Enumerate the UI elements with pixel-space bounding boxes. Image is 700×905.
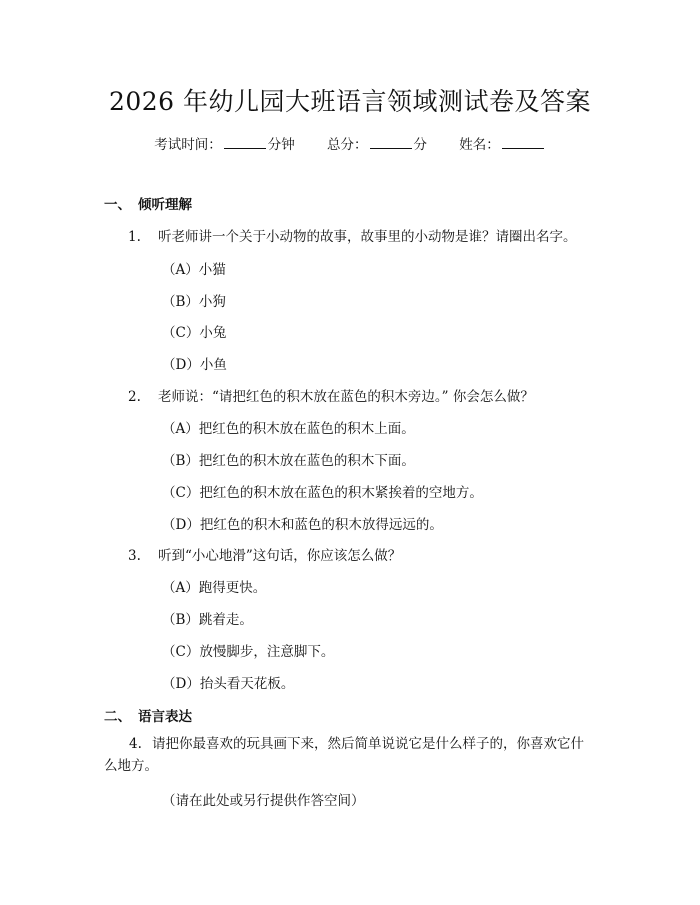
total-score-unit: 分 [413,137,427,153]
question-text: 听老师讲一个关于小动物的故事，故事里的小动物是谁？请圈出名字。 [158,229,577,245]
section-heading-expression [104,705,192,725]
page-title: 2026 年幼儿园大班语言领域测试卷及答案 [108,87,592,116]
question-number: 2. [128,389,141,405]
question-text: 听到“小心地滑”这句话，你应该怎么做？ [158,548,402,564]
question-2 [128,385,534,405]
student-name-field [459,133,546,153]
question-number: 4. [129,736,142,752]
question-number: 3. [128,548,141,564]
question-3-option-a: （A）跑得更快。 [162,580,267,596]
student-name-blank [502,136,544,149]
question-2-option-a: （A）把红色的积木放在蓝色的积木上面。 [162,421,415,437]
total-score-blank [370,136,412,149]
section-heading-listening [104,193,192,213]
question-text: 老师说：“请把红色的积木放在蓝色的积木旁边。” 你会怎么做？ [158,389,534,405]
exam-info-line [0,133,700,153]
exam-time-unit: 分钟 [267,137,295,153]
question-1-option-d: （D）小鱼 [162,357,227,373]
section-title: 语言表达 [138,709,192,725]
total-score-field [327,133,427,153]
question-2-option-d: （D）把红色的积木和蓝色的积木放得远远的。 [162,517,443,533]
question-text-line-1: 请把你最喜欢的玩具画下来，然后简单说说它是什么样子的，你喜欢它什 [152,736,584,752]
exam-time-field [154,133,295,153]
question-1-option-b: （B）小狗 [162,294,226,310]
question-3-option-b: （B）跳着走。 [162,612,253,628]
question-3-option-d: （D）抬头看天花板。 [162,676,295,692]
question-2-option-b: （B）把红色的积木放在蓝色的积木下面。 [162,453,415,469]
total-score-label: 总分： [327,137,368,153]
exam-time-blank [224,136,266,149]
question-number: 1. [128,229,141,245]
question-1-option-a: （A）小猫 [162,262,226,278]
section-number: 二、 [104,709,131,725]
exam-time-label: 考试时间： [154,137,222,153]
question-text-line-2: 么地方。 [104,758,158,774]
question-2-option-c: （C）把红色的积木放在蓝色的积木紧挨着的空地方。 [162,485,483,501]
question-1 [128,225,577,245]
question-4 [104,733,600,777]
question-3 [128,544,401,564]
section-title: 倾听理解 [138,197,192,213]
question-3-option-c: （C）放慢脚步，注意脚下。 [162,644,335,660]
section-number: 一、 [104,197,131,213]
question-1-option-c: （C）小兔 [162,325,227,341]
question-4-line-1 [104,733,600,755]
answer-space-note: （请在此处或另行提供作答空间） [162,793,365,809]
student-name-label: 姓名： [459,137,500,153]
